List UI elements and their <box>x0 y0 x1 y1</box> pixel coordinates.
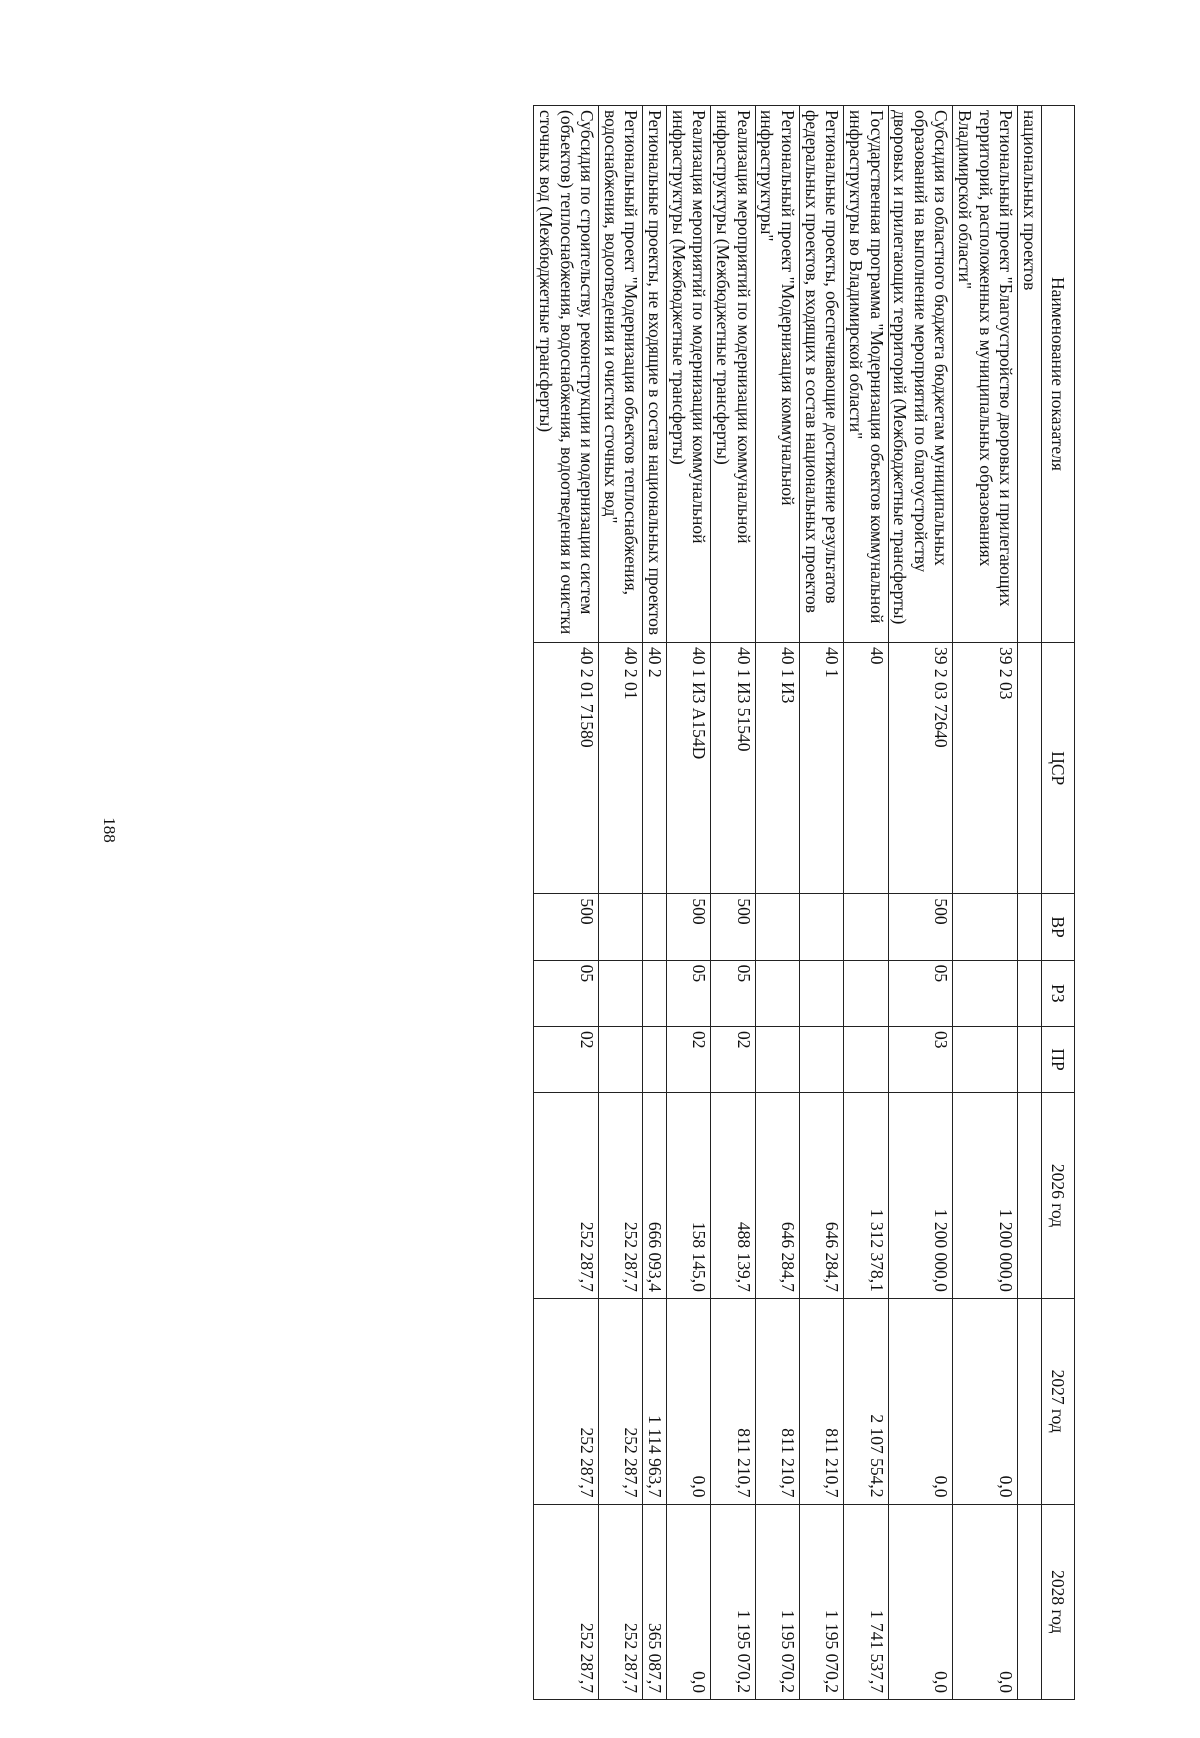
cell-rz: 05 <box>711 960 755 1026</box>
cell-2028: 1 195 070,2 <box>711 1504 755 1699</box>
cell-csr: 40 1 И3 <box>755 643 799 894</box>
cell-2028: 1 195 070,2 <box>755 1504 799 1699</box>
cell-csr: 40 2 01 71580 <box>534 643 599 894</box>
cell-vr: 500 <box>667 894 711 960</box>
cell-name: Реализация мероприятий по модернизации коммунальной инфраструктуры (Межбюджетные трансферты) <box>711 106 755 643</box>
cell-pr <box>799 1026 843 1092</box>
table-row <box>534 106 599 1700</box>
table-row <box>799 106 843 1700</box>
cell-rz <box>599 960 643 1026</box>
table-row <box>643 106 667 1700</box>
rotated-table-container <box>170 105 1075 1700</box>
cell-pr: 02 <box>534 1026 599 1092</box>
cell-name: Региональный проект "Благоустройство дворовых и прилегающих территорий, расположенных в муниципальных образованиях Владимирской области" <box>953 106 1018 643</box>
cell-2027: 811 210,7 <box>755 1298 799 1504</box>
cell-csr: 40 2 <box>643 643 667 894</box>
cell-2027: 0,0 <box>667 1298 711 1504</box>
cell-2026: 252 287,7 <box>534 1093 599 1299</box>
cell-2026 <box>1018 1093 1042 1299</box>
cell-2027: 252 287,7 <box>534 1298 599 1504</box>
cell-2026: 1 312 378,1 <box>844 1093 888 1299</box>
cell-pr: 02 <box>711 1026 755 1092</box>
cell-2027 <box>1018 1298 1042 1504</box>
cell-vr <box>1018 894 1042 960</box>
cell-pr <box>844 1026 888 1092</box>
cell-pr: 02 <box>667 1026 711 1092</box>
cell-2027: 811 210,7 <box>799 1298 843 1504</box>
cell-name: Региональные проекты, не входящие в состав национальных проектов <box>643 106 667 643</box>
cell-vr <box>799 894 843 960</box>
cell-name: национальных проектов <box>1018 106 1042 643</box>
cell-2028: 1 741 537,7 <box>844 1504 888 1699</box>
cell-pr <box>643 1026 667 1092</box>
table-row <box>599 106 643 1700</box>
cell-rz <box>799 960 843 1026</box>
cell-rz <box>1018 960 1042 1026</box>
table-header-row <box>1042 106 1075 1700</box>
cell-2028 <box>1018 1504 1042 1699</box>
table-row <box>755 106 799 1700</box>
cell-2028: 365 087,7 <box>643 1504 667 1699</box>
cell-csr: 40 1 И3 51540 <box>711 643 755 894</box>
cell-vr <box>953 894 1018 960</box>
cell-name: Субсидия из областного бюджета бюджетам муниципальных образований на выполнение мероприятий по благоустройству дворовых и прилегающих территорий (Межбюджетные трансферты) <box>888 106 953 643</box>
cell-2026: 666 093,4 <box>643 1093 667 1299</box>
cell-2027: 2 107 554,2 <box>844 1298 888 1504</box>
cell-2028: 0,0 <box>888 1504 953 1699</box>
cell-vr: 500 <box>534 894 599 960</box>
cell-2026: 158 145,0 <box>667 1093 711 1299</box>
cell-pr <box>953 1026 1018 1092</box>
header-rz: РЗ <box>1042 960 1075 1026</box>
cell-2028: 1 195 070,2 <box>799 1504 843 1699</box>
table-row <box>953 106 1018 1700</box>
cell-csr: 39 2 03 72640 <box>888 643 953 894</box>
cell-vr: 500 <box>711 894 755 960</box>
header-2026: 2026 год <box>1042 1093 1075 1299</box>
header-2028: 2028 год <box>1042 1504 1075 1699</box>
cell-2028: 0,0 <box>953 1504 1018 1699</box>
cell-name: Государственная программа "Модернизация объектов коммунальной инфраструктуры во Владимирской области" <box>844 106 888 643</box>
cell-rz <box>643 960 667 1026</box>
header-csr: ЦСР <box>1042 643 1075 894</box>
cell-vr <box>599 894 643 960</box>
cell-rz: 05 <box>667 960 711 1026</box>
table-row <box>888 106 953 1700</box>
cell-2026: 252 287,7 <box>599 1093 643 1299</box>
header-pr: ПР <box>1042 1026 1075 1092</box>
cell-2026: 1 200 000,0 <box>953 1093 1018 1299</box>
cell-2027: 252 287,7 <box>599 1298 643 1504</box>
cell-2028: 252 287,7 <box>599 1504 643 1699</box>
cell-name: Региональные проекты, обеспечивающие достижение результатов федеральных проектов, входящих в состав национальных проектов <box>799 106 843 643</box>
cell-pr <box>755 1026 799 1092</box>
cell-rz <box>844 960 888 1026</box>
cell-rz: 05 <box>534 960 599 1026</box>
cell-2027: 811 210,7 <box>711 1298 755 1504</box>
cell-csr: 40 <box>844 643 888 894</box>
cell-name: Реализация мероприятий по модернизации коммунальной инфраструктуры (Межбюджетные трансферты) <box>667 106 711 643</box>
cell-rz <box>953 960 1018 1026</box>
cell-2027: 1 114 963,7 <box>643 1298 667 1504</box>
cell-csr: 40 2 01 <box>599 643 643 894</box>
page-number: 188 <box>99 817 119 843</box>
table-row <box>667 106 711 1700</box>
cell-csr: 39 2 03 <box>953 643 1018 894</box>
cell-pr: 03 <box>888 1026 953 1092</box>
cell-2026: 646 284,7 <box>755 1093 799 1299</box>
cell-csr: 40 1 <box>799 643 843 894</box>
cell-rz: 05 <box>888 960 953 1026</box>
cell-2027: 0,0 <box>888 1298 953 1504</box>
table-row <box>844 106 888 1700</box>
cell-vr <box>755 894 799 960</box>
cell-name: Субсидия по строительству, реконструкции и модернизации систем (объектов) теплоснабжения, водоснабжения, водоотведения и очистки сточных вод (Межбюджетные трансферты) <box>534 106 599 643</box>
table-row <box>1018 106 1042 1700</box>
cell-csr <box>1018 643 1042 894</box>
cell-pr <box>599 1026 643 1092</box>
cell-2027: 0,0 <box>953 1298 1018 1504</box>
cell-2028: 0,0 <box>667 1504 711 1699</box>
header-2027: 2027 год <box>1042 1298 1075 1504</box>
cell-pr <box>1018 1026 1042 1092</box>
cell-2026: 646 284,7 <box>799 1093 843 1299</box>
cell-name: Региональный проект "Модернизация коммунальной инфраструктуры" <box>755 106 799 643</box>
cell-vr: 500 <box>888 894 953 960</box>
cell-csr: 40 1 И3 А154D <box>667 643 711 894</box>
table-row <box>711 106 755 1700</box>
cell-2026: 1 200 000,0 <box>888 1093 953 1299</box>
cell-rz <box>755 960 799 1026</box>
header-vr: ВР <box>1042 894 1075 960</box>
cell-2026: 488 139,7 <box>711 1093 755 1299</box>
cell-vr <box>643 894 667 960</box>
cell-name: Региональный проект "Модернизация объектов теплоснабжения, водоснабжения, водоотведения и очистки сточных вод" <box>599 106 643 643</box>
header-name: Наименование показателя <box>1042 106 1075 643</box>
budget-table <box>533 105 1075 1700</box>
cell-vr <box>844 894 888 960</box>
cell-2028: 252 287,7 <box>534 1504 599 1699</box>
